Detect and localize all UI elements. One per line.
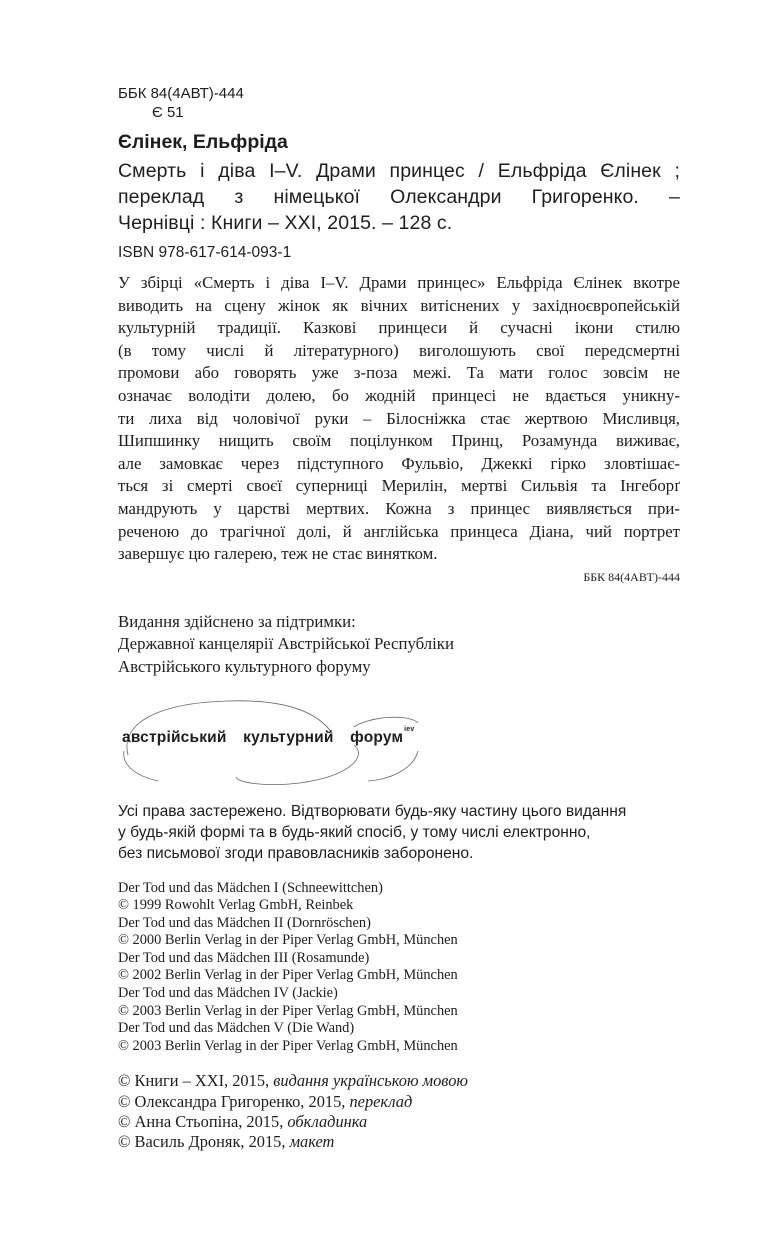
- annotation-line: але замовкає через підступного Фульвіо, Джеккі гірко зловтішає-: [118, 453, 680, 473]
- annotation-line: означає володіти долею, бо жодній принцесі не вдається уникну-: [118, 385, 680, 405]
- author-name: Єлінек, Ельфріда: [118, 131, 288, 153]
- support-item: Державної канцелярії Австрійської Республіки: [118, 634, 454, 654]
- annotation-line: культурній традиції. Казкові принцеси й сучасні ікони стилю: [118, 318, 680, 338]
- title-line: Смерть і діва I–V. Драми принцес / Ельфріда Єлінек ;: [118, 160, 680, 182]
- imprint-page: [118, 84, 680, 1152]
- copyright-line: [118, 1132, 680, 1152]
- support-block: [118, 611, 680, 679]
- annotation-line: ться зі смерті своєї суперниці Мерилін, мертві Сильвія та Інгеборґ: [118, 476, 680, 496]
- bbk-classification-repeat: ББК 84(4АВТ)-444: [583, 569, 680, 584]
- edition-line: Der Tod und das Mädchen I (Schneewittchen): [118, 879, 383, 896]
- acf-logo: [118, 693, 438, 789]
- rights-line: у будь-якій формі та в будь-який спосіб, у тому числі електронно,: [118, 823, 591, 841]
- bbk-classification: ББК 84(4АВТ)-444: [118, 85, 244, 102]
- annotation-line: виводить на сцену жінок як вічних витіснених у західноєвропейській: [118, 295, 680, 315]
- logo-arc: [236, 745, 358, 785]
- support-heading: Видання здійснено за підтримки:: [118, 611, 356, 631]
- logo-arc: [124, 751, 158, 781]
- logo-wordmark: [122, 726, 415, 747]
- logo-word: форум: [350, 728, 404, 746]
- title-line: переклад з німецької Олександри Григоренко. –: [118, 186, 680, 208]
- copyright-line: [118, 1112, 680, 1132]
- edition-line: Der Tod und das Mädchen V (Die Wand): [118, 1020, 355, 1037]
- annotation-line: ти лиха від чоловічої руки – Білосніжка стає жертвою Мисливця,: [118, 408, 680, 428]
- rights-notice: [118, 801, 680, 864]
- copyright-line: [118, 1092, 680, 1112]
- logo-superscript: іеv: [404, 726, 415, 734]
- logo-arc: [368, 751, 418, 781]
- edition-line: © 2000 Berlin Verlag in der Piper Verlag GmbH, München: [118, 932, 458, 949]
- copyright-holder: © Книги – XXI, 2015,: [118, 1071, 274, 1091]
- annotation-line: завершує цю галерею, теж не стає винятком.: [118, 544, 438, 564]
- edition-line: © 2003 Berlin Verlag in der Piper Verlag GmbH, München: [118, 1037, 458, 1054]
- rights-line: Усі права застережено. Відтворювати будь-яку частину цього видання: [118, 802, 627, 820]
- copyright-line: [118, 1071, 680, 1091]
- logo-word: австрійський: [122, 728, 227, 746]
- edition-line: Der Tod und das Mädchen IV (Jackie): [118, 985, 338, 1002]
- rights-line: без письмової згоди правовласників заборонено.: [118, 844, 474, 862]
- copyright-holder: © Анна Стьопіна, 2015,: [118, 1111, 288, 1131]
- annotation-line: У збірці «Смерть і діва I–V. Драми принцес» Ельфріда Єлінек вкотре: [118, 273, 680, 292]
- edition-line: © 2003 Berlin Verlag in der Piper Verlag GmbH, München: [118, 1002, 458, 1019]
- original-editions: [118, 880, 680, 1056]
- annotation-line: (в тому числі й літературного) виголошують свої передсмертні: [118, 340, 680, 360]
- annotation-line: реченою до трагічної долі, й англійська принцеса Діана, чий портрет: [118, 521, 680, 541]
- copyright-role: видання українською мовою: [273, 1071, 468, 1091]
- title-line: Чернівці : Книги – XXI, 2015. – 128 с.: [118, 212, 453, 234]
- edition-line: © 1999 Rowohlt Verlag GmbH, Reinbek: [118, 897, 354, 914]
- bibliographic-description: [118, 158, 680, 236]
- isbn: ISBN 978-617-614-093-1: [118, 244, 292, 261]
- support-item: Австрійського культурного форуму: [118, 656, 371, 676]
- edition-line: © 2002 Berlin Verlag in der Piper Verlag GmbH, München: [118, 967, 458, 984]
- copyright-list: [118, 1071, 680, 1152]
- copyright-role: переклад: [349, 1091, 413, 1111]
- logo-word: культурний: [243, 728, 334, 746]
- copyright-holder: © Олександра Григоренко, 2015,: [118, 1091, 350, 1111]
- edition-line: Der Tod und das Mädchen II (Dornröschen): [118, 914, 371, 931]
- edition-line: Der Tod und das Mädchen III (Rosamunde): [118, 949, 370, 966]
- copyright-role: макет: [289, 1132, 335, 1152]
- copyright-holder: © Василь Дроняк, 2015,: [118, 1132, 290, 1152]
- annotation-line: Шипшинку нищить своїм поцілунком Принц, Розамунда виживає,: [118, 431, 680, 451]
- copyright-role: обкладинка: [287, 1111, 368, 1131]
- annotation-line: промови або говорять уже з-поза межі. Та мати голос зовсім не: [118, 363, 680, 383]
- annotation-line: мандрують у царстві мертвих. Кожна з принцес виявляється при-: [118, 498, 680, 518]
- annotation: [118, 272, 680, 566]
- author-code: Є 51: [152, 104, 184, 121]
